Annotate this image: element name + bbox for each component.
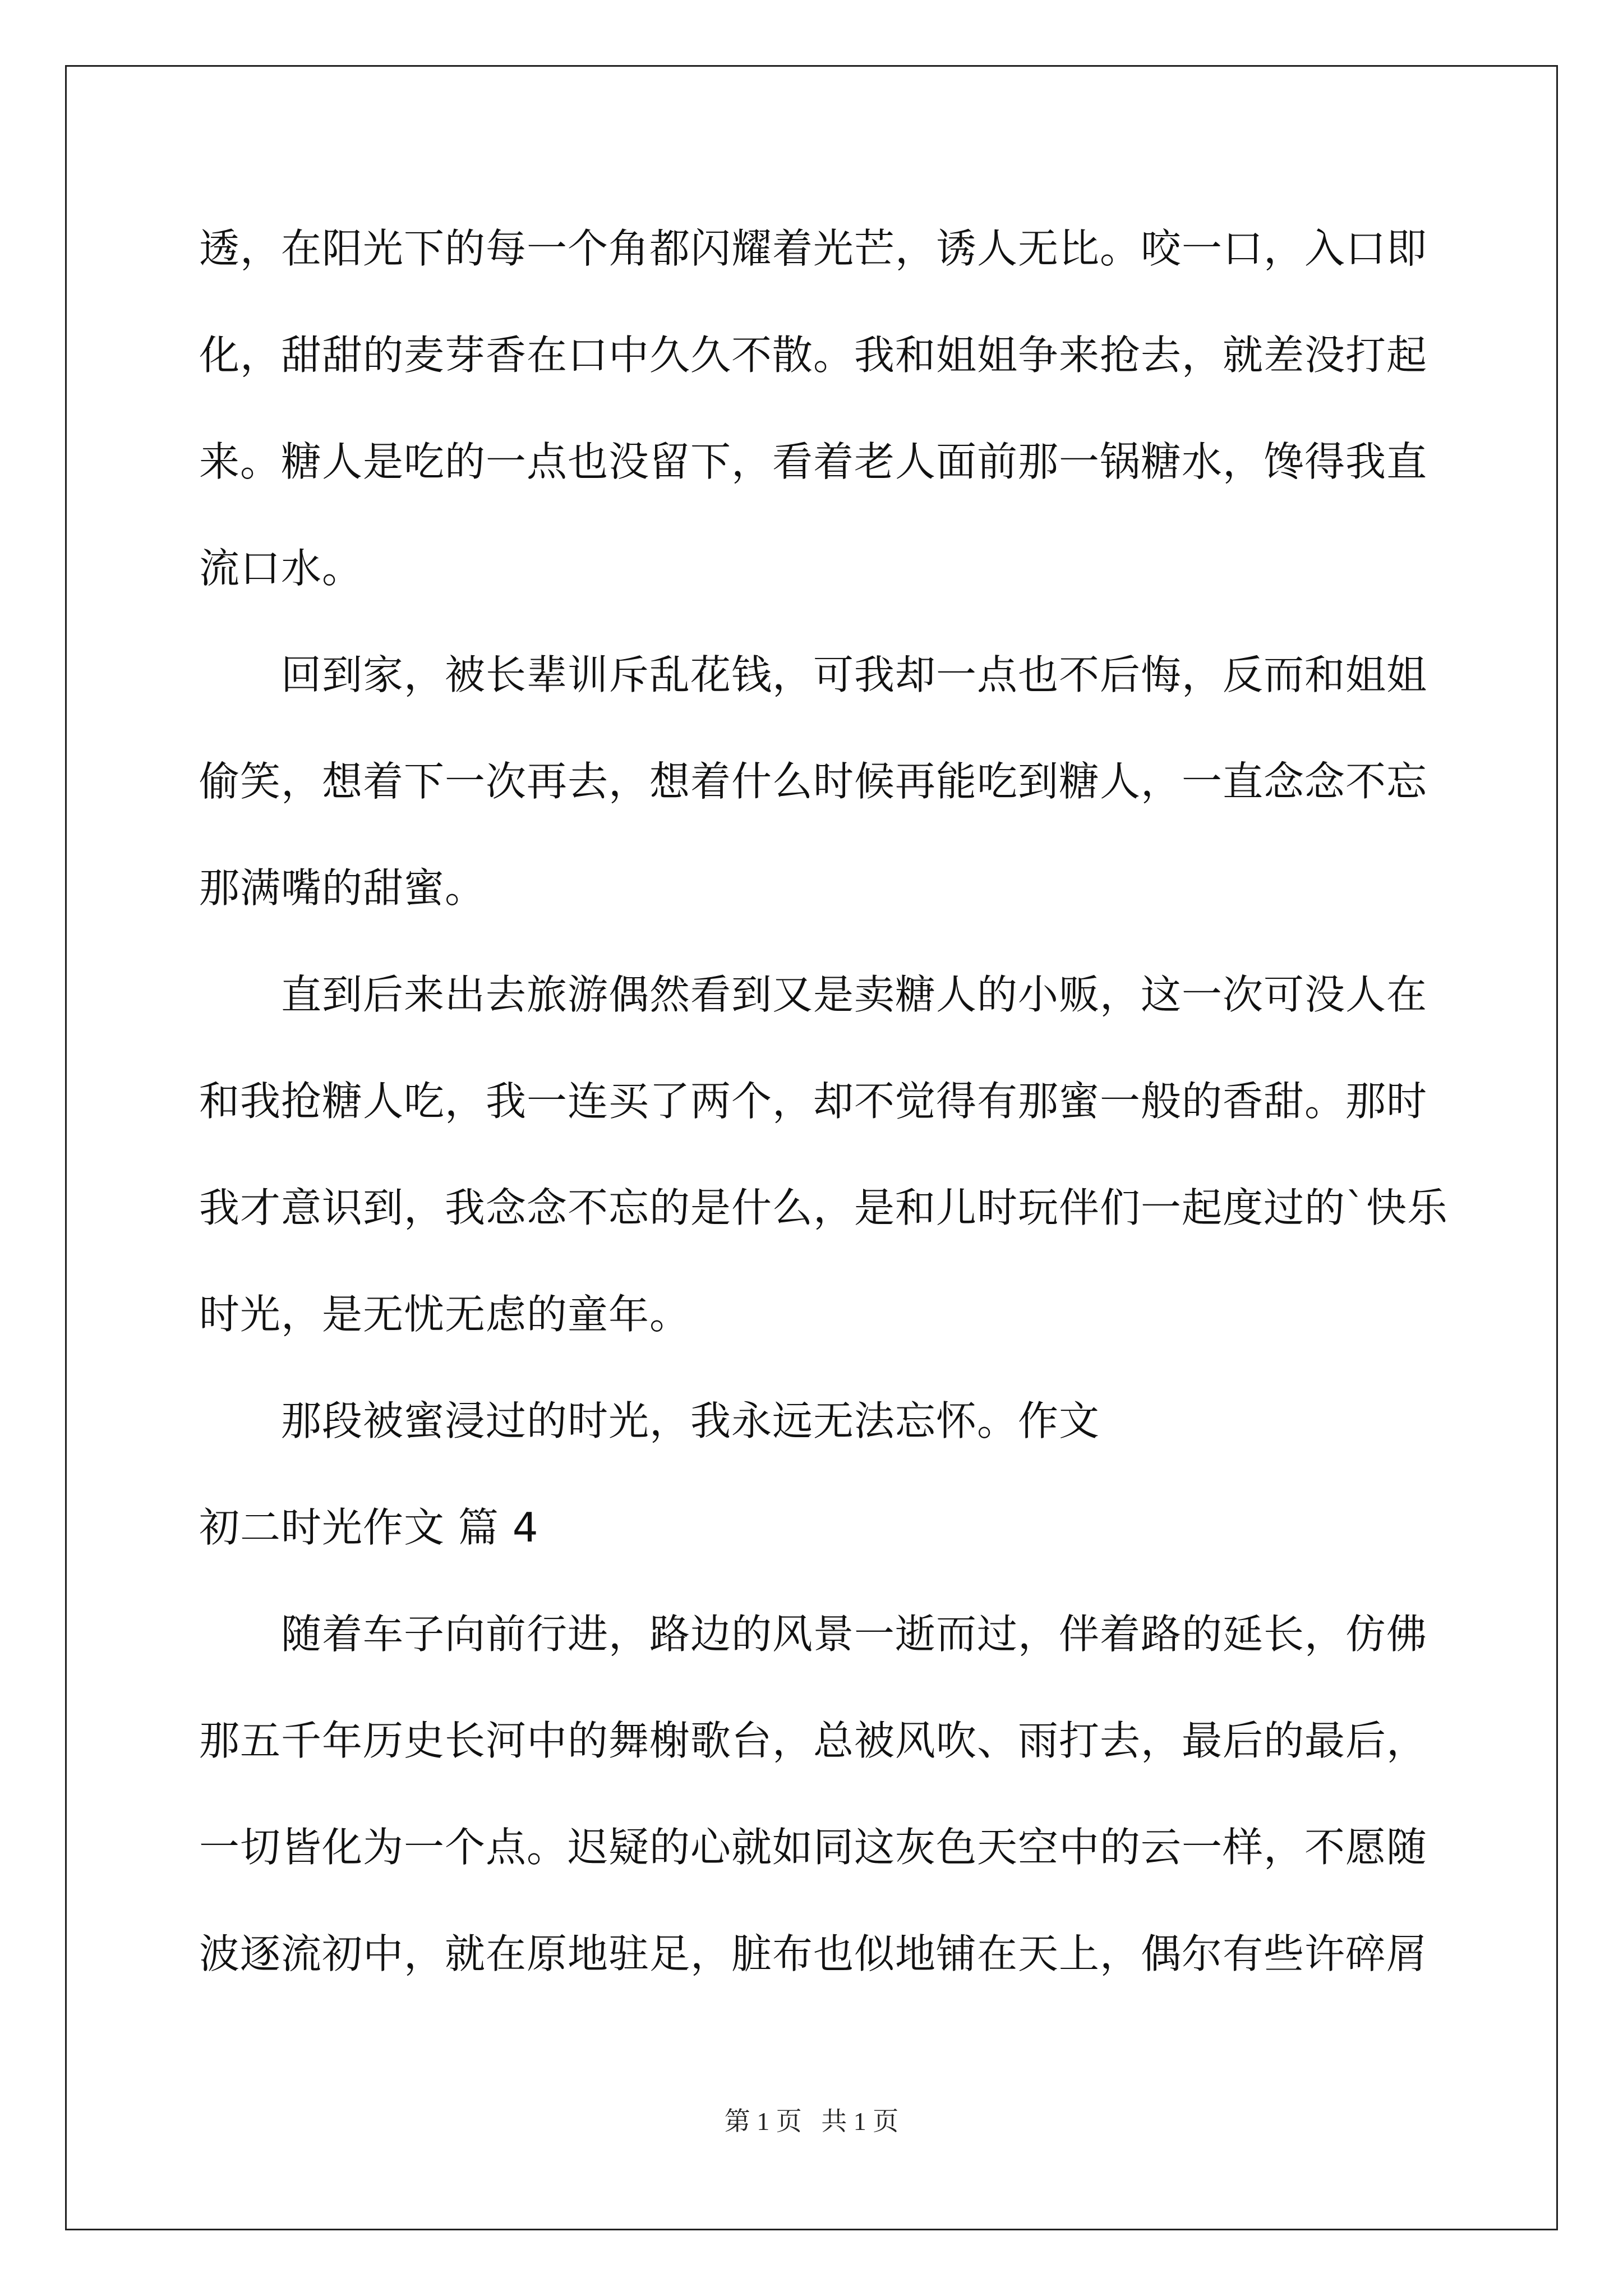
text-line: 和我抢糖人吃，我一连买了两个，却不觉得有那蜜一般的香甜。那时 <box>199 1078 1428 1125</box>
paragraph-first-line: 回到家，被长辈训斥乱花钱，可我却一点也不后悔，反而和姐姐 <box>281 651 1428 698</box>
page-number-label: 第 1 页 共 1 页 <box>724 2107 899 2136</box>
text-line: 透，在阳光下的每一个角都闪耀着光芒，诱人无比。咬一口，入口即 <box>199 225 1428 272</box>
document-body <box>199 222 1449 2033</box>
text-line: 来。糖人是吃的一点也没留下，看着老人面前那一锅糖水，馋得我直 <box>199 438 1428 485</box>
text-line: 偷笑，想着下一次再去，想着什么时候再能吃到糖人，一直念念不忘 <box>199 758 1428 805</box>
section-heading: 初二时光作文 篇 4 <box>199 1504 539 1551</box>
text-line: 化，甜甜的麦芽香在口中久久不散。我和姐姐争来抢去，就差没打起 <box>199 332 1428 379</box>
paragraph-first-line: 直到后来出去旅游偶然看到又是卖糖人的小贩，这一次可没人在 <box>281 971 1428 1018</box>
text-line: 那五千年历史长河中的舞榭歌台，总被风吹、雨打去，最后的最后， <box>199 1717 1428 1764</box>
text-line: 时光，是无忧无虑的童年。 <box>199 1291 691 1338</box>
paragraph-first-line: 随着车子向前行进，路边的风景一逝而过，伴着路的延长，仿佛 <box>281 1611 1428 1658</box>
text-line: 一切皆化为一个点。迟疑的心就如同这灰色天空中的云一样，不愿随 <box>199 1824 1428 1871</box>
page-footer <box>0 2101 1623 2138</box>
text-line: 流口水。 <box>199 545 363 592</box>
text-line: 我才意识到，我念念不忘的是什么，是和儿时玩伴们一起度过的`快乐 <box>199 1184 1449 1231</box>
paragraph-first-line: 那段被蜜浸过的时光，我永远无法忘怀。作文 <box>281 1397 1100 1444</box>
text-line: 那满嘴的甜蜜。 <box>199 864 486 912</box>
text-line: 波逐流初中，就在原地驻足，脏布也似地铺在天上，偶尔有些许碎屑 <box>199 1930 1428 1977</box>
